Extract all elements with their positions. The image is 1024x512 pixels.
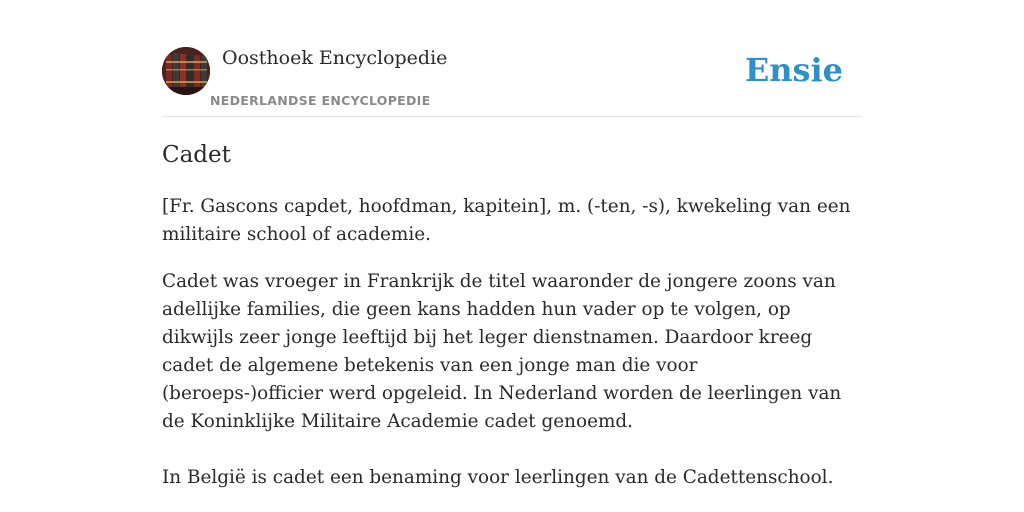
source-name[interactable]: Oosthoek Encyclopedie [222, 47, 448, 69]
article-paragraph-history: Cadet was vroeger in Frankrijk de titel waaronder de jongere zoons van adellijke families, die geen kans hadden hun vader op te volgen, op dikwijls zeer jonge leeftijd bij het leger dienstnamen. Daardoor kreeg cadet de algemene betekenis van een jonge man die voor (beroeps-)officier werd opgeleid. In Nederland worden de leerlingen van de Koninklijke Militaire Academie cadet genoemd. [162, 271, 842, 432]
books-icon [162, 47, 210, 95]
article-title: Cadet [162, 142, 231, 168]
entry-header [162, 46, 862, 117]
source-subtitle: NEDERLANDSE ENCYCLOPEDIE [210, 93, 431, 108]
encyclopedia-books-avatar [162, 47, 210, 95]
brand-logo[interactable]: Ensie [744, 51, 843, 89]
article-paragraph-definition: [Fr. Gascons capdet, hoofdman, kapitein], m. (-ten, -s), kwekeling van een militaire school of academie. [162, 196, 851, 245]
entry-card [162, 46, 862, 492]
article-paragraph-belgium: In België is cadet een benaming voor leerlingen van de Cadettenschool. [162, 467, 834, 488]
